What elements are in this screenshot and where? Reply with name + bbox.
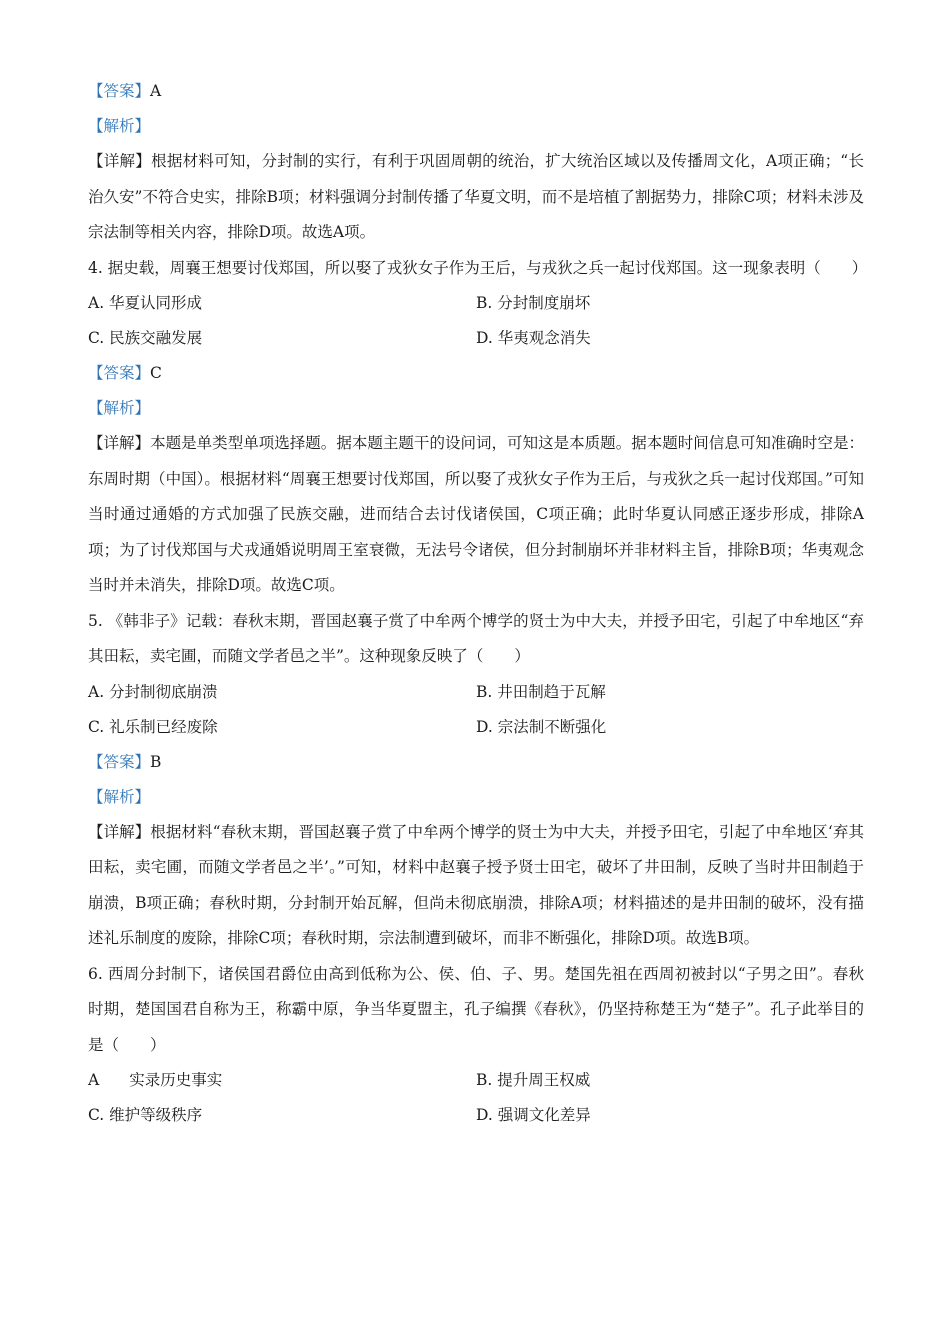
q6-option-d: D. 强调文化差异 — [476, 1106, 591, 1124]
q5-answer-line — [88, 745, 864, 780]
q4-stem: 4. 据史载，周襄王想要讨伐郑国，所以娶了戎狄女子作为王后，与戎狄之兵一起讨伐郑国。这一现象表明（ ） — [88, 258, 868, 277]
q4-option-b: B. 分封制度崩坏 — [476, 294, 591, 312]
answer-tag: 【答案】 — [88, 752, 151, 771]
q5-option-d: D. 宗法制不断强化 — [476, 717, 607, 736]
q4-answer-value: C — [150, 364, 162, 382]
q6-option-b: B. 提升周王权威 — [476, 1071, 591, 1089]
q4-detail — [88, 426, 864, 604]
q6-option-c: C. 维护等级秩序 — [88, 1106, 203, 1124]
q5-stem: 5. 《韩非子》记载：春秋末期，晋国赵襄子赏了中牟两个博学的贤士为中大夫，并授予田宅，引起了中牟地区“弃其田耘，卖宅圃，而随文学者邑之半”。这种现象反映了（ ） — [88, 611, 864, 665]
q5-detail-text: 根据材料“春秋末期，晋国赵襄子赏了中牟两个博学的贤士为中大夫，并授予田宅，引起了中牟地区‘弃其田耘，卖宅圃，而随文学者邑之半’。”可知，材料中赵襄子授予贤士田宅，破坏了井田制，反映了当时井田制趋于崩溃，B项正确；春秋时期，分封制开始瓦解，但尚未彻底崩溃，排除A项；材料描述的是井田制的破坏，没有描述礼乐制度的废除，排除C项；春秋时期，宗法制遭到破坏，而非不断强化，排除D项。故选B项。 — [88, 822, 864, 947]
q4-answer-line — [88, 356, 864, 391]
q3-analysis-line — [88, 109, 864, 144]
q3-answer-line — [88, 74, 864, 109]
q3-detail-text: 根据材料可知，分封制的实行，有利于巩固周朝的统治，扩大统治区域以及传播周文化，A项正确；“长治久安”不符合史实，排除B项；材料强调分封制传播了华夏文明，而不是培植了割据势力，排除C项；材料未涉及宗法制等相关内容，排除D项。故选A项。 — [88, 152, 864, 241]
q3-detail — [88, 144, 864, 251]
q6-options-row-2 — [88, 1098, 864, 1133]
q5-options-row-1 — [88, 675, 864, 710]
q4-option-d: D. 华夷观念消失 — [476, 329, 591, 347]
q4-detail-text: 本题是单类型单项选择题。据本题主题干的设问词，可知这是本质题。据本题时间信息可知准确时空是：东周时期（中国）。根据材料“周襄王想要讨伐郑国，所以娶了戎狄女子作为王后，与戎狄之兵一起讨伐郑国。”可知当时通过通婚的方式加强了民族交融，进而结合去讨伐诸侯国，C项正确；此时华夏认同感正逐步形成，排除A项；为了讨伐郑国与犬戎通婚说明周王室衰微，无法号令诸侯，但分封制崩坏并非材料主旨，排除B项；华夷观念当时并未消失，排除D项。故选C项。 — [88, 434, 864, 594]
q4-options-row-2 — [88, 321, 864, 356]
q6-options-row-1 — [88, 1063, 864, 1098]
q5-option-b: B. 井田制趋于瓦解 — [476, 682, 606, 701]
q4-option-a: A. 华夏认同形成 — [88, 294, 203, 312]
q4-option-c: C. 民族交融发展 — [88, 329, 203, 347]
detail-tag: 【详解】 — [88, 434, 151, 452]
q6-option-a-letter: A — [88, 1071, 100, 1089]
q6-stem: 6. 西周分封制下，诸侯国君爵位由高到低称为公、侯、伯、子、男。楚国先祖在西周初被封以“子男之田”。春秋时期，楚国国君自称为王，称霸中原，争当华夏盟主，孔子编撰《春秋》，仍坚持称楚王为“楚子”。孔子此举目的是（ ） — [88, 964, 864, 1054]
answer-tag: 【答案】 — [88, 364, 151, 382]
q6-option-a-text: 实录历史事实 — [129, 1071, 223, 1089]
q5-analysis-line — [88, 780, 864, 815]
document-page — [88, 74, 868, 1133]
detail-tag: 【详解】 — [88, 822, 151, 841]
q5-option-a: A. 分封制彻底崩溃 — [88, 682, 218, 701]
answer-tag: 【答案】 — [88, 82, 151, 100]
q5-detail — [88, 815, 864, 957]
q6-option-a — [88, 1063, 476, 1098]
q5-answer-value: B — [150, 752, 162, 771]
q4-options-row-1 — [88, 286, 864, 321]
q3-answer-value: A — [150, 82, 162, 100]
q5-options-row-2 — [88, 710, 864, 745]
analysis-tag: 【解析】 — [88, 117, 151, 135]
analysis-tag: 【解析】 — [88, 787, 151, 806]
q5-option-c: C. 礼乐制已经废除 — [88, 717, 218, 736]
q4-analysis-line — [88, 391, 864, 426]
detail-tag: 【详解】 — [88, 152, 152, 170]
analysis-tag: 【解析】 — [88, 399, 151, 417]
